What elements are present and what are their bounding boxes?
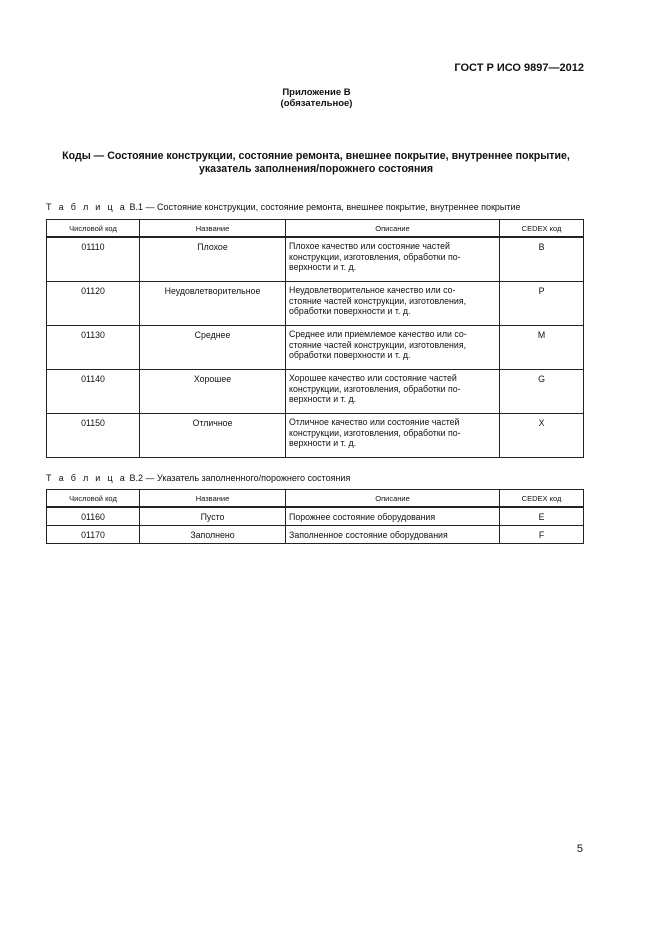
table-row (47, 414, 584, 458)
section-title-line-2: указатель заполнения/порожнего состояния (198, 163, 434, 175)
description-line: Плохое качество или состояние частей (289, 241, 450, 251)
code-cell: 01110 (47, 237, 140, 282)
description-cell (286, 326, 500, 370)
appendix-heading (0, 87, 633, 109)
description-line: конструкции, изготовления, обработки по- (289, 383, 461, 394)
description-line: конструкции, изготовления, обработки по- (289, 251, 461, 262)
description-line: верхности и т. д. (289, 262, 357, 273)
code-cell: 01170 (47, 526, 140, 544)
section-title (46, 150, 586, 176)
table1-caption (46, 202, 521, 212)
column-header: CEDEX код (500, 490, 584, 508)
table-row (47, 282, 584, 326)
table1-caption-number: В.1 (129, 202, 144, 212)
code-cell: 01160 (47, 507, 140, 526)
description-cell (286, 370, 500, 414)
description-line: Среднее или приемлемое качество или со- (289, 329, 467, 339)
table-row (47, 237, 584, 282)
column-header: Название (140, 490, 286, 508)
description-line: конструкции, изготовления, обработки по- (289, 427, 461, 438)
code-cell: 01120 (47, 282, 140, 326)
name-cell: Отличное (140, 414, 286, 458)
column-header: Описание (286, 490, 500, 508)
table1-caption-text: — Состояние конструкции, состояние ремонта, внешнее покрытие, внутреннее покрытие (145, 202, 521, 212)
description-line: стояние частей конструкции, изготовления, (289, 339, 467, 350)
description-line: стояние частей конструкции, изготовления, (289, 295, 467, 306)
name-cell: Среднее (140, 326, 286, 370)
column-header: Числовой код (47, 490, 140, 508)
cedex-cell: G (500, 370, 584, 414)
description-cell: Заполненное состояние оборудования (286, 526, 500, 544)
table2-caption (46, 473, 350, 483)
column-header: Название (140, 220, 286, 238)
table-row (47, 370, 584, 414)
description-line: Неудовлетворительное качество или со- (289, 285, 456, 295)
cedex-cell: B (500, 237, 584, 282)
name-cell: Пусто (140, 507, 286, 526)
table-row (47, 526, 584, 544)
name-cell: Заполнено (140, 526, 286, 544)
description-line: Отличное качество или состояние частей (289, 417, 460, 427)
table2-header-row (47, 490, 584, 508)
table2-caption-number: В.2 (129, 473, 144, 483)
description-line: обработки поверхности и т. д. (289, 306, 411, 317)
name-cell: Плохое (140, 237, 286, 282)
column-header: Описание (286, 220, 500, 238)
description-cell (286, 282, 500, 326)
description-line: верхности и т. д. (289, 438, 357, 449)
column-header: Числовой код (47, 220, 140, 238)
description-cell: Порожнее состояние оборудования (286, 507, 500, 526)
column-header: CEDEX код (500, 220, 584, 238)
table-row (47, 507, 584, 526)
table1-header-row (47, 220, 584, 238)
code-cell: 01130 (47, 326, 140, 370)
page-number: 5 (576, 843, 583, 855)
table2-caption-text: — Указатель заполненного/порожнего состояния (145, 473, 351, 483)
table1-caption-prefix: Т а б л и ц а (46, 202, 127, 212)
description-line: обработки поверхности и т. д. (289, 350, 411, 361)
name-cell: Хорошее (140, 370, 286, 414)
table-row (47, 326, 584, 370)
description-cell (286, 414, 500, 458)
code-cell: 01150 (47, 414, 140, 458)
description-line: верхности и т. д. (289, 394, 357, 405)
cedex-cell: F (500, 526, 584, 544)
appendix-status: (обязательное) (280, 98, 353, 109)
table1 (46, 219, 584, 458)
table2-caption-prefix: Т а б л и ц а (46, 473, 127, 483)
cedex-cell: X (500, 414, 584, 458)
table2 (46, 489, 584, 544)
name-cell: Неудовлетворительное (140, 282, 286, 326)
standard-number: ГОСТ Р ИСО 9897—2012 (454, 62, 584, 74)
cedex-cell: M (500, 326, 584, 370)
cedex-cell: E (500, 507, 584, 526)
cedex-cell: P (500, 282, 584, 326)
section-title-line-1: Коды — Состояние конструкции, состояние ремонта, внешнее покрытие, внутреннее покрытие, (62, 150, 570, 162)
appendix-title: Приложение В (282, 87, 351, 98)
description-cell (286, 237, 500, 282)
description-line: Хорошее качество или состояние частей (289, 373, 457, 383)
code-cell: 01140 (47, 370, 140, 414)
